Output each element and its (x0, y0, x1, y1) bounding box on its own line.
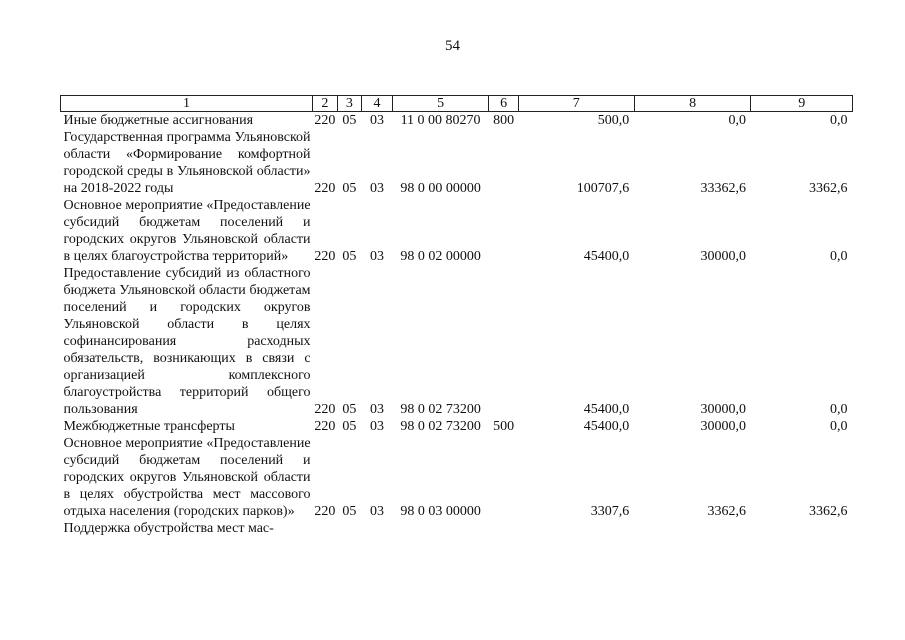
row-expense-type: 500 (493, 419, 515, 434)
row-expense-type (489, 435, 519, 520)
row-amount-col7: 45400,0 (583, 402, 630, 417)
row-amount-col8: 33362,6 (700, 181, 746, 196)
row-amount-col7: 3307,6 (590, 504, 630, 519)
row-subsection-code: 03 (370, 181, 385, 196)
row-name: Межбюджетные трансферты (63, 419, 235, 434)
row-amount-col8: 3362,6 (707, 504, 746, 519)
row-section-code: 05 (342, 419, 357, 434)
row-target-code: 98 0 02 73200 (400, 419, 481, 434)
row-section-code: 05 (342, 504, 357, 519)
column-header: 4 (362, 96, 393, 112)
row-amount-col9: 3362,6 (809, 504, 848, 519)
row-amount-col9: 0,0 (830, 402, 848, 417)
row-ministry-code: 220 (314, 249, 336, 264)
row-name: Государственная программа Ульяновской области «Формирование комфортной городской среды в Ульяновской области» на 2018-2022 годы (63, 130, 311, 196)
row-amount-col9: 0,0 (830, 113, 848, 128)
row-name: Основное мероприятие «Предоставление субсидий бюджетам поселений и городских округов Ульяновской области в целях обустройства мест массового отдыха населения (городских парков)» (63, 436, 311, 519)
row-ministry-code (313, 520, 338, 537)
column-header: 2 (313, 96, 338, 112)
column-header: 1 (61, 96, 313, 112)
row-section-code: 05 (342, 113, 357, 128)
row-name: Основное мероприятие «Предоставление субсидий бюджетам поселений и городских округов Ульяновской области в целях благоустройства территорий» (63, 198, 311, 264)
table-row (61, 197, 853, 265)
row-ministry-code: 220 (314, 402, 336, 417)
row-section-code: 05 (342, 181, 357, 196)
row-target-code (392, 520, 488, 537)
row-target-code: 11 0 00 80270 (400, 113, 481, 128)
table-row (61, 520, 853, 537)
column-header: 9 (751, 96, 853, 112)
row-expense-type (489, 265, 519, 418)
row-amount-col7 (518, 520, 634, 537)
row-ministry-code: 220 (314, 181, 336, 196)
table-row (61, 435, 853, 520)
row-amount-col7: 45400,0 (583, 249, 630, 264)
budget-table (60, 95, 853, 537)
row-amount-col9: 0,0 (830, 419, 848, 434)
row-subsection-code: 03 (370, 504, 385, 519)
row-amount-col7: 500,0 (597, 113, 630, 128)
row-expense-type (489, 129, 519, 197)
table-row (61, 129, 853, 197)
row-section-code (337, 520, 362, 537)
table-row (61, 112, 853, 130)
row-expense-type (489, 520, 519, 537)
row-amount-col8: 30000,0 (700, 419, 746, 434)
row-subsection-code: 03 (370, 113, 385, 128)
row-amount-col8: 30000,0 (700, 402, 746, 417)
row-section-code: 05 (342, 249, 357, 264)
row-subsection-code (362, 520, 393, 537)
row-amount-col8: 0,0 (728, 113, 746, 128)
row-target-code: 98 0 03 00000 (400, 504, 481, 519)
column-header: 3 (337, 96, 362, 112)
row-expense-type: 800 (493, 113, 515, 128)
table-row (61, 418, 853, 435)
row-target-code: 98 0 02 00000 (400, 249, 481, 264)
row-amount-col9: 3362,6 (809, 181, 848, 196)
row-name: Поддержка обустройства мест мас- (63, 521, 274, 536)
row-subsection-code: 03 (370, 249, 385, 264)
column-numbers-row (61, 96, 853, 112)
row-ministry-code: 220 (314, 419, 336, 434)
row-amount-col9 (751, 520, 853, 537)
row-target-code: 98 0 02 73200 (400, 402, 481, 417)
row-amount-col8 (634, 520, 751, 537)
row-amount-col7: 45400,0 (583, 419, 630, 434)
row-amount-col9: 0,0 (830, 249, 848, 264)
column-header: 6 (489, 96, 519, 112)
row-expense-type (489, 197, 519, 265)
row-target-code: 98 0 00 00000 (400, 181, 481, 196)
column-header: 5 (392, 96, 488, 112)
row-ministry-code: 220 (314, 113, 336, 128)
row-name: Предоставление субсидий из областного бюджета Ульяновской области бюджетам поселений и городских округов Ульяновской области в целях софинансирования расходных обязательств, возникающих в связи с организацией комплексного благоустройства территорий общего пользования (63, 266, 311, 417)
row-amount-col8: 30000,0 (700, 249, 746, 264)
table-row (61, 265, 853, 418)
row-section-code: 05 (342, 402, 357, 417)
row-name: Иные бюджетные ассигнования (63, 113, 254, 128)
row-subsection-code: 03 (370, 419, 385, 434)
row-subsection-code: 03 (370, 402, 385, 417)
row-ministry-code: 220 (314, 504, 336, 519)
row-amount-col7: 100707,6 (576, 181, 630, 196)
column-header: 7 (518, 96, 634, 112)
page-number: 54 (445, 38, 460, 54)
column-header: 8 (634, 96, 751, 112)
